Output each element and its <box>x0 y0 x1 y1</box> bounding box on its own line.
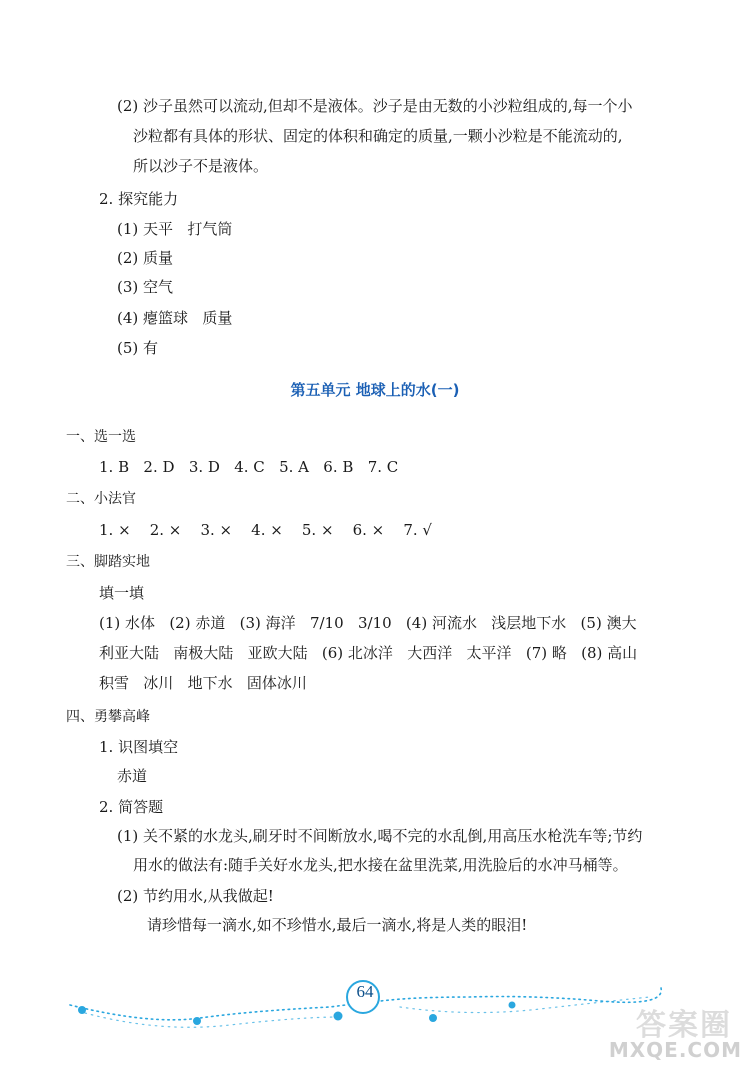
answer-line: 积雪 冰川 地下水 固体冰川 <box>99 674 307 692</box>
watermark-site: MXQE.COM <box>608 1038 742 1062</box>
answer-line: 利亚大陆 南极大陆 亚欧大陆 (6) 北冰洋 大西洋 太平洋 (7) 略 (8) 高山 <box>99 644 638 662</box>
decor-dot <box>509 1002 516 1009</box>
decor-dot <box>193 1017 201 1025</box>
decor-dot <box>334 1012 343 1021</box>
answer-line: 1. × 2. × 3. × 4. × 5. × 6. × 7. √ <box>99 521 432 539</box>
answer-line: (1) 天平 打气筒 <box>117 220 233 238</box>
decor-dot <box>429 1014 437 1022</box>
answer-line: (5) 有 <box>117 339 159 357</box>
answer-line: (3) 空气 <box>117 278 174 296</box>
section-heading: 三、脚踏实地 <box>66 554 150 570</box>
answer-line: 所以沙子不是液体。 <box>133 157 269 175</box>
decor-dot <box>78 1006 86 1014</box>
subsection-heading: 填一填 <box>99 584 145 602</box>
answer-line: (1) 水体 (2) 赤道 (3) 海洋 7/10 3/10 (4) 河流水 浅层地下水 (5) 澳大 <box>99 614 637 632</box>
section-heading: 一、选一选 <box>66 429 136 445</box>
answer-line: 用水的做法有:随手关好水龙头,把水接在盆里洗菜,用洗脸后的水冲马桶等。 <box>133 856 628 874</box>
dotted-wave-line <box>85 1013 340 1027</box>
subsection-heading: 1. 识图填空 <box>99 738 179 756</box>
dotted-wave-line <box>400 997 650 1013</box>
subsection-heading: 2. 探究能力 <box>99 190 179 208</box>
watermark-logo: 答案圈 <box>636 1008 732 1043</box>
section-title: 第五单元 地球上的水(一) <box>290 381 460 399</box>
answer-line: (4) 瘪篮球 质量 <box>117 309 233 327</box>
answer-line: (1) 关不紧的水龙头,刷牙时不间断放水,喝不完的水乱倒,用高压水枪洗车等;节约 <box>117 827 643 845</box>
answer-line: 赤道 <box>117 767 148 785</box>
answer-line: 请珍惜每一滴水,如不珍惜水,最后一滴水,将是人类的眼泪! <box>147 916 528 934</box>
answer-line: (2) 节约用水,从我做起! <box>117 887 274 905</box>
answer-line: (2) 沙子虽然可以流动,但却不是液体。沙子是由无数的小沙粒组成的,每一个小 <box>117 97 633 115</box>
subsection-heading: 2. 简答题 <box>99 798 164 816</box>
answer-line: (2) 质量 <box>117 249 174 267</box>
answer-line: 沙粒都有具体的形状、固定的体积和确定的质量,一颗小沙粒是不能流动的, <box>133 127 623 145</box>
section-heading: 四、勇攀高峰 <box>66 709 150 725</box>
page-number: 64 <box>356 982 374 1001</box>
section-heading: 二、小法官 <box>66 491 136 507</box>
answer-line: 1. B 2. D 3. D 4. C 5. A 6. B 7. C <box>99 458 399 476</box>
